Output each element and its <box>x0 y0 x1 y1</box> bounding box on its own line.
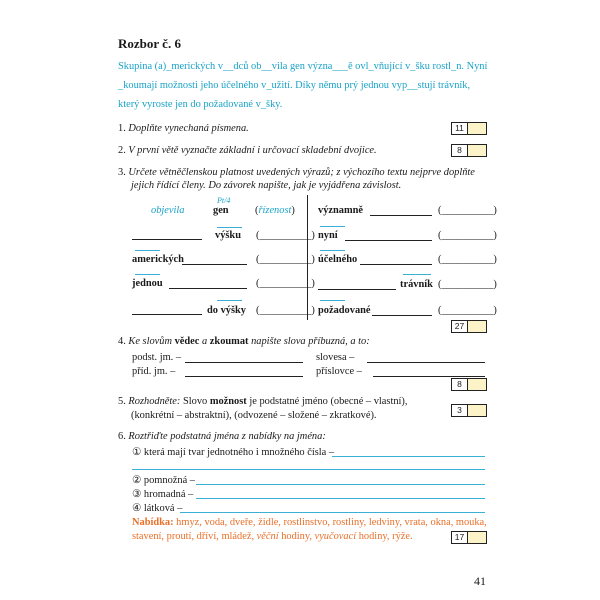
left-blue-line-1 <box>217 227 242 228</box>
right-paren-3[interactable]: (__________) <box>438 254 497 265</box>
task-1-score-box: 11 <box>451 122 487 135</box>
right-paren-4[interactable]: (__________) <box>438 279 497 290</box>
left-answer-line-3[interactable] <box>169 288 247 289</box>
task-5-lead: Rozhodněte: <box>128 396 181 407</box>
page-title: Rozbor č. 6 <box>118 36 181 51</box>
right-blue-line-5 <box>320 300 345 301</box>
task-4-row-2-a: příd. jm. – <box>132 366 176 377</box>
left-answer-line-4[interactable] <box>132 314 202 315</box>
right-answer-line-1[interactable] <box>370 215 432 216</box>
task-3-number: 3. <box>118 167 126 178</box>
task-5-word: možnost <box>209 396 247 407</box>
task-6-offer-line-2: stavení, proutí, dříví, mládež, věční hodiny, vyučovací hodiny, rýže. <box>132 531 413 542</box>
right-word-1: významně <box>318 205 364 216</box>
page-number: 41 <box>474 574 486 588</box>
task-4-word-2: zkoumat <box>209 336 249 347</box>
left-word-4: do výšky <box>207 305 246 316</box>
task-6-line-2[interactable] <box>196 484 485 485</box>
task-6-line-4[interactable] <box>180 512 485 513</box>
task-4-row-1-a: podst. jm. – <box>132 352 182 363</box>
left-paren-4[interactable]: (__________) <box>256 305 315 316</box>
right-word-5: požadované <box>318 305 371 316</box>
task-4-word-1: vědec <box>174 336 200 347</box>
task-6-score-box: 17 <box>451 531 487 544</box>
intro-line-1: Skupina (a)_merických v__dců ob__vila gen význa___ě ovl_vňující v_šku rostl_n. Nyní <box>118 61 488 72</box>
task-4-line-2a[interactable] <box>185 376 303 377</box>
task-6-line-1a[interactable] <box>332 456 485 457</box>
right-answer-line-3[interactable] <box>360 264 432 265</box>
left-paren-3[interactable]: (__________) <box>256 278 315 289</box>
left-answer-line-1[interactable] <box>132 239 202 240</box>
task-2-text: V první větě vyznačte základní i určovací skladební dvojice. <box>128 145 377 156</box>
task-4-number: 4. <box>118 336 126 347</box>
left-paren-1[interactable]: (__________) <box>256 230 315 241</box>
right-paren-1[interactable]: (__________) <box>438 205 497 216</box>
left-word-1: výšku <box>215 230 241 241</box>
task-3-score-box: 27 <box>451 320 487 333</box>
left-answer-line-2[interactable] <box>182 264 247 265</box>
task-6-line-3[interactable] <box>196 498 485 499</box>
task-4-row-1-b: slovesa – <box>316 352 355 363</box>
task-6-option-3: ③ hromadná – <box>132 489 194 500</box>
task-2-score-box: 8 <box>451 144 487 157</box>
task-6-line-1b[interactable] <box>132 469 485 470</box>
example-head: gen <box>213 205 229 216</box>
task-6-option-1: ① která mají tvar jednotného i množného čísla – <box>132 447 335 458</box>
task-2-number: 2. <box>118 145 126 156</box>
task-6-option-4: ④ látková – <box>132 503 183 514</box>
task-4-line-1b[interactable] <box>367 362 485 363</box>
right-blue-line-4 <box>403 274 431 275</box>
example-label: Pt/4 <box>217 196 231 205</box>
task-5-line-2: (konkrétní – abstraktní), (odvozené – složené – zkratkové). <box>131 410 377 421</box>
right-word-4: trávník <box>400 279 433 290</box>
task-6-number: 6. <box>118 431 126 442</box>
left-blue-line-4 <box>217 300 242 301</box>
task-5-number: 5. <box>118 396 126 407</box>
task-5-score-box: 3 <box>451 404 487 417</box>
task-6-text: Roztřiďte podstatná jména z nabídky na jména: <box>128 431 326 442</box>
task-3-text-2: jejich řídící členy. Do závorek napište, jak je vyjádřena závislost. <box>131 180 402 191</box>
task-1-number: 1. <box>118 123 126 134</box>
right-blue-line-2 <box>320 226 345 227</box>
task-4-line-2b[interactable] <box>373 376 485 377</box>
right-paren-2[interactable]: (__________) <box>438 230 497 241</box>
left-paren-2[interactable]: (__________) <box>256 254 315 265</box>
right-word-2: nyní <box>318 230 338 241</box>
right-word-3: účelného <box>318 254 358 265</box>
right-blue-line-3 <box>320 250 345 251</box>
task-4-line-1a[interactable] <box>185 362 303 363</box>
right-paren-5[interactable]: (__________) <box>438 305 497 316</box>
task-6-offer-line-1: Nabídka: hmyz, voda, dveře, židle, rostlinstvo, rostliny, ledviny, vrata, okna, mouka, <box>132 517 487 528</box>
task-6-option-2: ② pomnožná – <box>132 475 195 486</box>
example-word: objevila <box>151 205 185 216</box>
right-answer-line-2[interactable] <box>345 240 432 241</box>
example-paren: (řízenost) <box>255 205 295 216</box>
left-word-2: amerických <box>132 254 184 265</box>
task-4-row-2-b: příslovce – <box>316 366 362 377</box>
intro-line-2: _koumají možnosti jeho účelného v_užití. Díky němu prý jednou vyp__stují trávník, <box>118 80 471 91</box>
left-word-3: jednou <box>132 278 163 289</box>
task-3-text-1: Určete větněčlenskou platnost uvedených výrazů; z výchozího textu nejprve doplňte <box>128 167 475 178</box>
task-1-text: Doplňte vynechaná písmena. <box>128 123 249 134</box>
left-blue-line-3 <box>135 274 160 275</box>
task-4-score-box: 8 <box>451 378 487 391</box>
right-answer-line-4[interactable] <box>318 289 396 290</box>
left-blue-line-2 <box>135 250 160 251</box>
right-answer-line-5[interactable] <box>372 315 432 316</box>
intro-line-3: který vyroste jen do požadované v_šky. <box>118 99 283 110</box>
